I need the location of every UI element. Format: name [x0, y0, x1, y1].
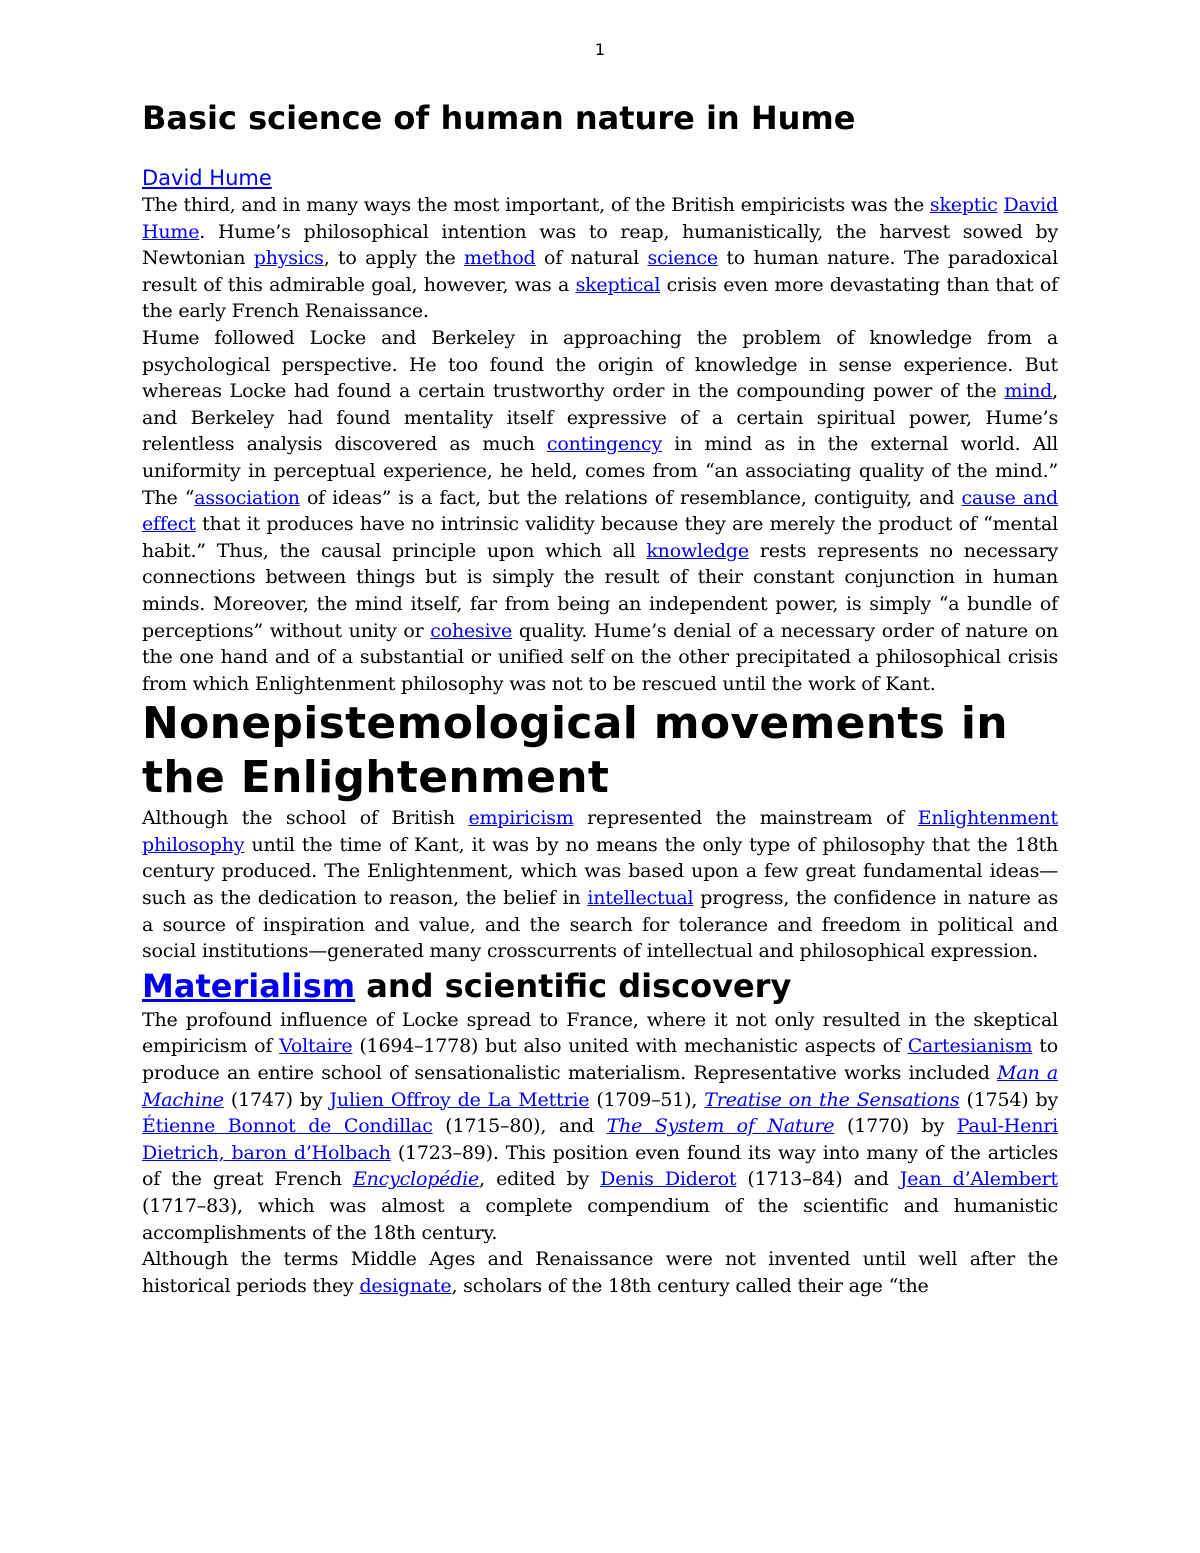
link-association[interactable]: association	[194, 486, 300, 509]
link-treatise-on-the-sensations[interactable]: Treatise on the Sensations	[704, 1088, 960, 1111]
link-physics[interactable]: physics	[253, 247, 324, 270]
link-david-hume[interactable]: David Hume	[142, 194, 1058, 243]
link-david-hume-heading[interactable]: David Hume	[142, 166, 272, 190]
link-holbach[interactable]: Paul-Henri Dietrich, baron d’Holbach	[142, 1115, 1058, 1164]
paragraph-age-naming: Although the terms Middle Ages and Renaissance were not invented until well after the historical periods they designate, scholars of the 18th century called their age “the	[142, 1248, 1058, 1297]
paragraph-hume-intro: The third, and in many ways the most important, of the British empiricists was the skeptic David Hume. Hume’s philosophical intention was to reap, humanistically, the harvest sowed by Newtonian physics, to apply the method of natural science to human nature. The paradoxical result of this admirable goal, however, was a skeptical crisis even more devastating than that of the early French Renaissance.	[142, 194, 1058, 323]
link-method[interactable]: method	[463, 247, 536, 270]
link-skeptic[interactable]: skeptic	[929, 194, 998, 216]
link-dalembert[interactable]: Jean d’Alembert	[899, 1168, 1058, 1191]
paragraph-materialism: The profound influence of Locke spread to France, where it not only resulted in the skeptical empiricism of Voltaire (1694–1778) but also united with mechanistic aspects of Cartesianism to produce an entire school of sensationalistic materialism. Representative works included Man a Machine (1747) by Julien Offroy de La Mettrie (1709–51), Treatise on the Sensations (1754) by Étienne Bonnot de Condillac (1715–80), and The System of Nature (1770) by Paul-Henri Dietrich, baron d’Holbach (1723–89). This position even found its way into many of the articles of the great French Encyclopédie, edited by Denis Diderot (1713–84) and Jean d’Alembert (1717–83), which was almost a complete compendium of the scientific and humanistic accomplishments of the 18th century.	[142, 1008, 1059, 1244]
section-heading-hume: Basic science of human nature in Hume	[142, 99, 856, 137]
link-philosophy[interactable]: philosophy	[142, 833, 245, 856]
link-skeptical[interactable]: skeptical	[575, 273, 661, 296]
link-enlightenment[interactable]: Enlightenment	[917, 807, 1058, 830]
link-cause-and-effect[interactable]: cause and effect	[142, 486, 1058, 536]
link-materialism[interactable]: Materialism	[142, 966, 356, 1005]
link-mind[interactable]: mind	[1004, 380, 1053, 403]
author-heading	[142, 164, 1058, 192]
document-body	[142, 98, 1058, 1299]
link-cohesive[interactable]: cohesive	[430, 619, 513, 642]
link-designate[interactable]: designate	[359, 1274, 452, 1297]
link-cartesianism[interactable]: Cartesianism	[907, 1035, 1033, 1058]
section-heading-materialism: Materialism and scientific discovery	[142, 966, 792, 1005]
link-knowledge[interactable]: knowledge	[646, 539, 749, 562]
link-empiricism[interactable]: empiricism	[468, 807, 574, 830]
link-condillac[interactable]: Étienne Bonnot de Condillac	[142, 1115, 433, 1138]
link-diderot[interactable]: Denis Diderot	[600, 1168, 737, 1191]
paragraph-enlightenment: Although the school of British empiricism represented the mainstream of Enlightenment philosophy until the time of Kant, it was by no means the only type of philosophy that the 18th century produced. The Enlightenment, which was based upon a few great fundamental ideas—such as the dedication to reason, the belief in intellectual progress, the confidence in nature as a source of inspiration and value, and the search for tolerance and freedom in political and social institutions—generated many crosscurrents of intellectual and philosophical expression.	[142, 807, 1059, 963]
link-la-mettrie[interactable]: Julien Offroy de La Mettrie	[329, 1088, 590, 1111]
page-number: 1	[594, 40, 606, 59]
link-encyclopedie[interactable]: Encyclopédie	[352, 1168, 480, 1191]
link-system-of-nature[interactable]: The System of Nature	[606, 1115, 835, 1138]
paragraph-hume-analysis: Hume followed Locke and Berkeley in approaching the problem of knowledge from a psychological perspective. He too found the origin of knowledge in sense experience. But whereas Locke had found a certain trustworthy order in the compounding power of the mind, and Berkeley had found mentality itself expressive of a certain spiritual power, Hume’s relentless analysis discovered as much contingency in mind as in the external world. All uniformity in perceptual experience, he held, comes from “an associating quality of the mind.” The “association of ideas” is a fact, but the relations of resemblance, contiguity, and cause and effect that it produces have no intrinsic validity because they are merely the product of “mental habit.” Thus, the causal principle upon which all knowledge rests represents no necessary connections between things but is simply the result of their constant conjunction in human minds. Moreover, the mind itself, far from being an independent power, is simply “a bundle of perceptions” without unity or cohesive quality. Hume’s denial of a necessary order of nature on the one hand and of a substantial or unified self on the other precipitated a philosophical crisis from which Enlightenment philosophy was not to be rescued until the work of Kant.	[142, 326, 1058, 695]
section-heading-nonepistemological: Nonepistemological movements in the Enlightenment	[142, 698, 1008, 804]
link-voltaire[interactable]: Voltaire	[279, 1035, 353, 1058]
link-science[interactable]: science	[647, 247, 718, 270]
link-contingency[interactable]: contingency	[546, 433, 663, 456]
link-man-a-machine[interactable]: Man a Machine	[142, 1062, 1058, 1111]
link-intellectual[interactable]: intellectual	[587, 887, 694, 910]
